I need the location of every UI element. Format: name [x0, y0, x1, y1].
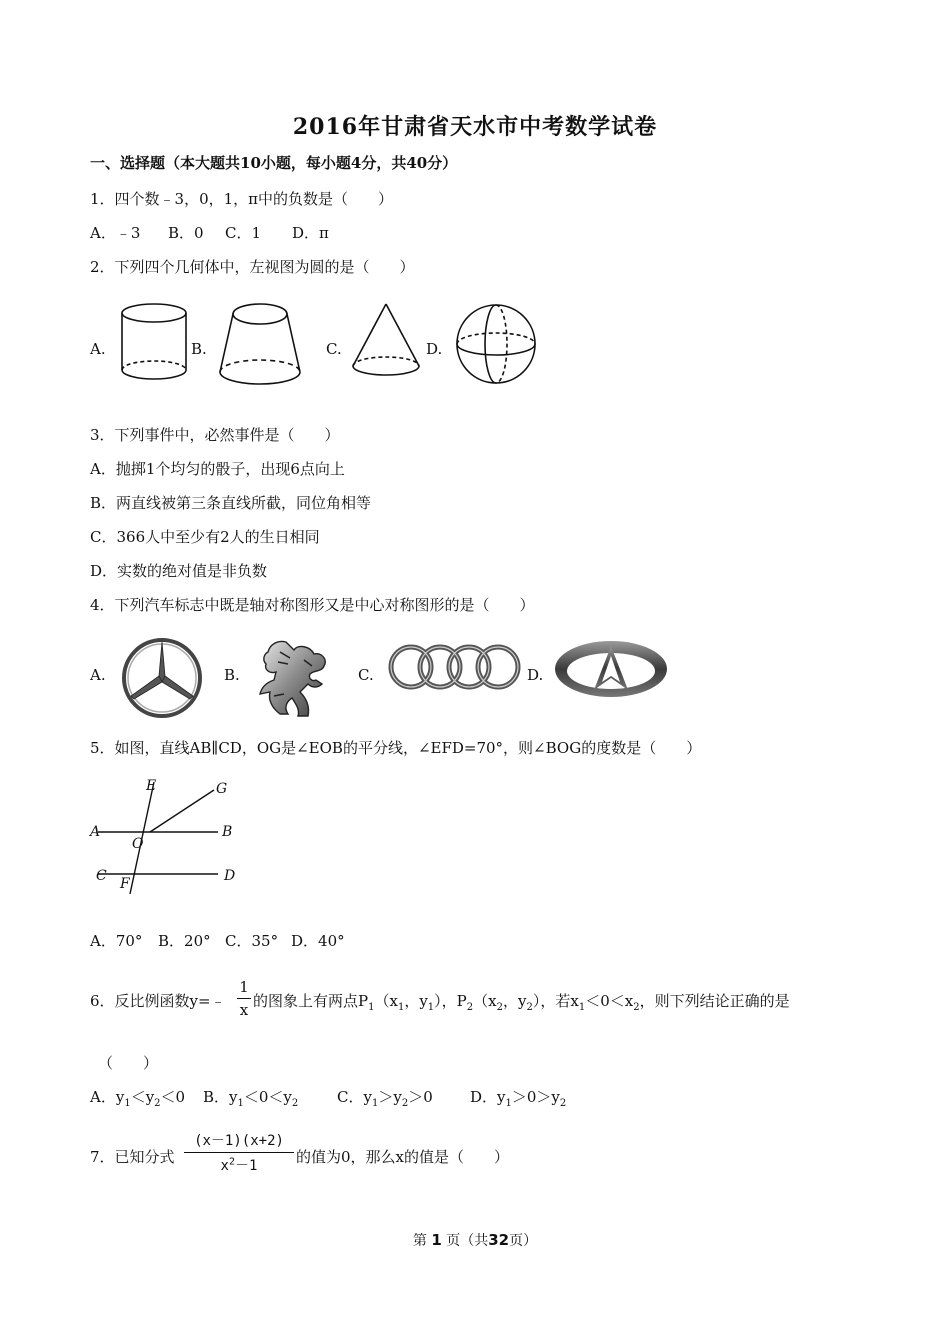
question-3-stem: 3．下列事件中，必然事件是（ ） [90, 426, 340, 444]
label-o: O [132, 836, 144, 852]
label-g: G [216, 781, 228, 797]
q6-frac-denominator: x [239, 1001, 249, 1019]
cylinder-icon [118, 300, 190, 385]
q2-option-b-letter: B. [191, 340, 207, 358]
mercedes-logo-icon [120, 636, 204, 720]
q3-option-a: A．抛掷1个均匀的骰子，出现6点向上 [90, 460, 345, 478]
q6-option-b: B．$y_1<0<y_2$ [203, 1088, 299, 1109]
q3-option-c: C．366人中至少有2人的生日相同 [90, 528, 320, 546]
cone-icon [350, 300, 422, 382]
peugeot-lion-logo-icon [250, 636, 338, 720]
label-b: B [222, 824, 233, 840]
q4-option-b-letter: B. [224, 666, 240, 684]
q1-option-a: A．﹣3 [90, 224, 141, 242]
page-total: 32 [488, 1231, 510, 1249]
q7-fraction [184, 1130, 294, 1175]
q7-frac-denominator: $x^2-1$ [220, 1156, 258, 1174]
q6-option-a: A．$y_1<y_2<0$ [90, 1088, 186, 1109]
question-6-stem-prefix: 6．反比例函数y=﹣ [90, 992, 226, 1010]
question-1-stem: 1．四个数﹣3，0，1，π中的负数是（ ） [90, 190, 394, 208]
q3-option-d: D．实数的绝对值是非负数 [90, 562, 268, 580]
question-4-stem: 4．下列汽车标志中既是轴对称图形又是中心对称图形的是（ ） [90, 596, 535, 614]
q7-frac-numerator: (x－1)(x+2) [194, 1133, 284, 1149]
section-heading: 一、选择题（本大题共10小题，每小题4分，共40分） [90, 154, 458, 172]
q5-option-c: C．35° [225, 932, 279, 950]
question-2-stem: 2．下列四个几何体中，左视图为圆的是（ ） [90, 258, 415, 276]
q4-option-d-letter: D. [527, 666, 544, 684]
question-6-stem-rest: 的图象上有两点$P_1(x_1$，$y_1$），$P_2(x_2$，$y_2$），若$x_1<0<x_2$，则下列结论正确的是 [253, 992, 790, 1013]
q5-option-d: D．40° [291, 932, 345, 950]
frustum-icon [215, 300, 305, 392]
label-c: C [96, 868, 107, 884]
q6-option-c: C．$y_1>y_2>0$ [337, 1088, 433, 1109]
q5-option-b: B．20° [158, 932, 211, 950]
page-number: 1 [431, 1231, 442, 1249]
label-a: A [90, 824, 101, 840]
q1-option-d: D．π [292, 224, 329, 242]
q2-option-c-letter: C. [326, 340, 342, 358]
q2-option-a-letter: A. [90, 340, 106, 358]
label-e: E [146, 778, 157, 794]
question-5-stem: 5．如图，直线AB∥CD，OG是∠EOB的平分线，∠EFD=70°，则∠BOG的度数是（ ） [90, 739, 702, 757]
q6-frac-bar [237, 998, 251, 999]
q4-option-c-letter: C. [358, 666, 374, 684]
question-7-stem-prefix: 7．已知分式 [90, 1148, 175, 1166]
page-title: 2016年甘肃省天水市中考数学试卷 [292, 114, 658, 140]
page-footer: 第 1 页（共32页） [412, 1231, 538, 1249]
question-7-stem-suffix: 的值为0，那么x的值是（ ） [296, 1148, 510, 1166]
q6-option-d: D．$y_1>0>y_2$ [470, 1088, 567, 1109]
q4-option-a-letter: A. [90, 666, 106, 684]
q6-answer-paren: （ ） [98, 1054, 159, 1072]
q2-option-d-letter: D. [426, 340, 443, 358]
q6-frac-numerator: 1 [239, 978, 249, 996]
q3-option-b: B．两直线被第三条直线所截，同位角相等 [90, 494, 372, 512]
label-f: F [120, 876, 130, 892]
q1-option-b: B．0 [168, 224, 204, 242]
q5-option-a: A．70° [90, 932, 143, 950]
label-d: D [224, 868, 236, 884]
sphere-icon [452, 300, 540, 388]
parallel-lines-figure [90, 776, 240, 900]
q1-option-c: C．1 [225, 224, 262, 242]
q6-fraction [237, 978, 251, 1019]
infiniti-logo-icon [552, 638, 670, 700]
q7-frac-bar [184, 1152, 294, 1153]
audi-rings-logo-icon [386, 642, 522, 692]
